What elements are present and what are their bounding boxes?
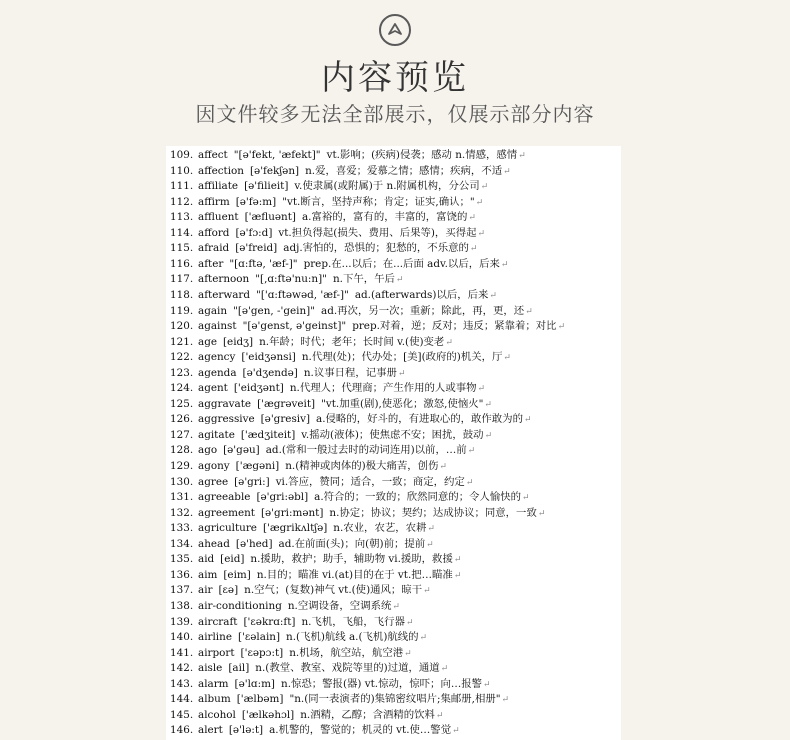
entry-number: 141. <box>170 646 194 659</box>
entry-phonetic: [ə'lə:t] <box>228 724 264 737</box>
entry-definition: "vt.加重(剧),使恶化；激怒,使恼火" <box>321 397 484 410</box>
vocab-entry <box>170 615 414 630</box>
entry-number: 126. <box>170 413 194 426</box>
entry-phonetic: [ə'fɔ:d] <box>235 226 273 239</box>
paragraph-mark-icon: ↵ <box>537 508 546 519</box>
entry-phonetic: ['ægəni] <box>235 460 280 472</box>
vocab-entry <box>170 257 508 272</box>
entry-definition: vt.担负得起(损失、费用、后果等)，买得起 <box>278 226 477 239</box>
entry-phonetic: [eidʒ] <box>223 335 254 348</box>
entry-definition: a.符合的；一致的；欣然同意的；令人愉快的 <box>314 491 522 504</box>
entry-number: 112. <box>170 195 194 208</box>
entry-definition: n.飞机，飞船，飞行器 <box>301 615 405 628</box>
vocab-entry <box>170 304 533 319</box>
paragraph-mark-icon: ↵ <box>423 586 431 597</box>
vocab-entry <box>170 568 461 583</box>
entry-number: 123. <box>170 366 194 379</box>
entry-phonetic: [eid] <box>220 553 245 566</box>
paragraph-mark-icon: ↵ <box>501 695 510 706</box>
entry-definition: adj.害怕的，恐惧的；犯愁的，不乐意的 <box>283 242 469 255</box>
entry-number: 128. <box>170 444 194 457</box>
entry-word: affect <box>198 149 228 161</box>
entry-word: agent <box>198 382 228 395</box>
entry-number: 129. <box>170 460 194 472</box>
vocab-entry <box>170 490 530 505</box>
paragraph-mark-icon: ↵ <box>445 337 453 348</box>
entry-word: airport <box>198 646 235 659</box>
entry-definition: vi.答应，赞同；适合，一致；商定，约定 <box>275 475 465 488</box>
entry-phonetic: [ə'lɑ:m] <box>234 677 275 690</box>
entry-number: 139. <box>170 615 194 628</box>
entry-phonetic: [ə'hed] <box>235 537 273 550</box>
entry-number: 125. <box>170 397 194 410</box>
entry-definition: v.使隶属(或附属)于 n.附属机构，分公司 <box>294 180 480 193</box>
vocab-entry <box>170 381 485 396</box>
vocab-entry <box>170 210 476 225</box>
entry-definition: n.爱，喜爱；爱慕之情；感情；疾病，不适 <box>305 164 503 177</box>
paragraph-mark-icon: ↵ <box>480 182 489 193</box>
vocab-entry <box>170 537 434 552</box>
entry-number: 136. <box>170 568 194 581</box>
entry-definition: n.年龄；时代；老年；长时间 v.(使)变老 <box>259 335 445 348</box>
paragraph-mark-icon: ↵ <box>525 306 533 317</box>
entry-number: 113. <box>170 211 194 224</box>
vocab-entry <box>170 288 497 303</box>
paragraph-mark-icon: ↵ <box>404 648 412 659</box>
entry-word: afterward <box>198 288 251 301</box>
paragraph-mark-icon: ↵ <box>405 617 414 628</box>
entry-word: agree <box>198 475 229 488</box>
entry-phonetic: ['eidʒənsi] <box>241 351 296 364</box>
paragraph-mark-icon: ↵ <box>477 384 486 395</box>
entry-number: 145. <box>170 708 194 721</box>
entry-number: 140. <box>170 631 194 644</box>
vocab-entry <box>170 241 477 256</box>
entry-phonetic: [eim] <box>223 568 251 581</box>
paragraph-mark-icon: ↵ <box>397 368 406 379</box>
entry-definition: ad.在前面(头)；向(朝)前；提前 <box>278 537 426 550</box>
entry-number: 131. <box>170 491 194 504</box>
entry-definition: n.酒精，乙醇；含酒精的饮料 <box>300 708 435 721</box>
entry-definition: n.代理人；代理商；产生作用的人或事物 <box>289 382 477 395</box>
entry-word: aggravate <box>198 397 252 410</box>
paragraph-mark-icon: ↵ <box>475 197 484 208</box>
entry-number: 110. <box>170 164 194 177</box>
paragraph-mark-icon: ↵ <box>452 726 460 737</box>
entry-word: agency <box>198 351 236 364</box>
entry-definition: n.代理(处)；代办处；[美](政府的)机关，厅 <box>301 351 503 364</box>
entry-number: 120. <box>170 320 194 333</box>
entry-definition: n.(飞机)航线 a.(飞机)航线的 <box>286 631 419 644</box>
vocab-entry <box>170 428 492 443</box>
entry-number: 118. <box>170 288 194 301</box>
vocab-entry <box>170 661 448 676</box>
vocab-entry <box>170 459 447 474</box>
entry-phonetic: "[ə'fekt, 'æfekt]" <box>233 149 321 161</box>
entry-definition: "vt.断言，坚持声称；肯定；证实,确认；" <box>282 195 475 208</box>
vocab-entry <box>170 708 443 723</box>
entry-number: 135. <box>170 553 194 566</box>
entry-word: alarm <box>198 677 229 690</box>
entry-definition: n.目的；瞄准 vi.(at)目的在于 vt.把…瞄准 <box>256 568 453 581</box>
entry-number: 127. <box>170 428 194 441</box>
paragraph-mark-icon: ↵ <box>484 399 492 410</box>
entry-phonetic: [εə] <box>218 584 239 597</box>
entry-word: album <box>198 693 231 706</box>
entry-phonetic: ['ædʒiteit] <box>240 428 296 441</box>
paragraph-mark-icon: ↵ <box>392 601 400 612</box>
entry-phonetic: "[ɑ:ftə, 'æf-]" <box>229 257 298 270</box>
entry-definition: n.协定；协议；契约；达成协议；同意，一致 <box>329 506 537 519</box>
entry-definition: n.(精神或肉体的)极大痛苦，创伤 <box>285 460 439 472</box>
entry-word: afraid <box>198 242 230 255</box>
entry-word: afternoon <box>198 273 250 286</box>
entry-phonetic: ['æfluənt] <box>244 211 296 224</box>
entry-phonetic: ['ælbəm] <box>236 693 284 706</box>
entry-definition: vt.影响；(疾病)侵袭；感动 n.情感，感情 <box>326 149 518 161</box>
entry-number: 137. <box>170 584 194 597</box>
entry-number: 144. <box>170 693 194 706</box>
entry-word: agenda <box>198 366 237 379</box>
vocab-entry <box>170 272 403 287</box>
vocab-entry <box>170 319 565 334</box>
vocab-entry <box>170 646 412 661</box>
entry-phonetic: ['εəlain] <box>237 631 281 644</box>
entry-phonetic: [ə'gri:] <box>234 475 270 488</box>
page-title: 内容预览 <box>321 58 469 98</box>
paragraph-mark-icon: ↵ <box>439 462 447 472</box>
entry-definition: "n.(同一表演者的)集锦密纹唱片;集邮册,相册" <box>289 693 501 706</box>
entry-definition: n.议事日程，记事册 <box>303 366 397 379</box>
entry-definition: a.富裕的，富有的，丰富的，富饶的 <box>301 211 468 224</box>
paragraph-mark-icon: ↵ <box>427 524 435 535</box>
entry-number: 142. <box>170 662 194 675</box>
vocab-entry <box>170 692 509 707</box>
entry-phonetic: "[ə'gen, -'gein]" <box>233 304 316 317</box>
entry-phonetic: [ə'filieit] <box>244 180 289 193</box>
paragraph-mark-icon: ↵ <box>435 710 444 721</box>
entry-definition: prep.在...以后；在...后面 adv.以后，后来 <box>303 257 500 270</box>
entry-definition: n.(教堂、教室、戏院等里的)过道，通道 <box>255 662 440 675</box>
vocab-entry <box>170 630 427 645</box>
entry-number: 119. <box>170 304 194 317</box>
entry-number: 114. <box>170 226 194 239</box>
entry-word: aim <box>198 568 218 581</box>
entry-word: against <box>198 320 237 333</box>
vocab-entry <box>170 599 400 614</box>
entry-word: alert <box>198 724 223 737</box>
entry-definition: ad.(afterwards)以后，后来 <box>354 288 489 301</box>
entry-definition: n.下午，午后 <box>332 273 395 286</box>
entry-word: affirm <box>198 195 230 208</box>
entry-phonetic: [ə'gri:əbl] <box>256 491 309 504</box>
entry-definition: n.空调设备，空调系统 <box>287 599 392 612</box>
vocab-entry <box>170 335 453 350</box>
vocab-entry <box>170 506 545 521</box>
entry-word: again <box>198 304 228 317</box>
paragraph-mark-icon: ↵ <box>465 477 474 488</box>
entry-number: 134. <box>170 537 194 550</box>
vocab-entry <box>170 397 492 412</box>
entry-number: 115. <box>170 242 194 255</box>
entry-phonetic: [ə'fekʃən] <box>250 164 300 177</box>
entry-number: 111. <box>170 180 194 193</box>
paragraph-mark-icon: ↵ <box>489 290 497 301</box>
paragraph-mark-icon: ↵ <box>522 493 530 504</box>
entry-number: 132. <box>170 506 194 519</box>
entry-definition: n.援助，救护；助手，辅助物 vi.援助，救援 <box>250 553 453 566</box>
vocab-entry <box>170 412 532 427</box>
entry-phonetic: ['εəkrɑ:ft] <box>243 615 296 628</box>
paragraph-mark-icon: ↵ <box>523 415 532 426</box>
entry-number: 117. <box>170 273 194 286</box>
vocab-entry <box>170 226 485 241</box>
vocab-entry <box>170 148 526 163</box>
vocab-entry <box>170 350 511 365</box>
entry-word: agriculture <box>198 522 257 535</box>
entry-phonetic: [ə'gəu] <box>223 444 260 457</box>
entry-definition: n.机场，航空站，航空港 <box>289 646 404 659</box>
entry-word: ago <box>198 444 218 457</box>
entry-word: airline <box>198 631 232 644</box>
entry-number: 109. <box>170 149 194 161</box>
vocab-entry <box>170 521 435 536</box>
entry-number: 121. <box>170 335 194 348</box>
paragraph-mark-icon: ↵ <box>557 322 566 333</box>
entry-phonetic: ['εəpɔ:t] <box>240 646 284 659</box>
entry-word: aggressive <box>198 413 255 426</box>
paragraph-mark-icon: ↵ <box>500 259 509 270</box>
entry-word: affiliate <box>198 180 239 193</box>
entry-definition: a.机警的，警觉的；机灵的 vt.使…警觉 <box>269 724 452 737</box>
vocab-entry <box>170 179 488 194</box>
entry-word: affection <box>198 164 244 177</box>
entry-definition: n.空气；(复数)神气 vt.(使)通风；晾干 <box>244 584 423 597</box>
vocab-entry <box>170 677 491 692</box>
entry-word: affluent <box>198 211 239 224</box>
document-preview <box>166 146 621 740</box>
entry-word: after <box>198 257 224 270</box>
entry-definition: n.惊恐；警报(器) vt.惊动，惊吓；向…报警 <box>281 677 483 690</box>
vocab-entry <box>170 443 475 458</box>
vocab-entry <box>170 195 483 210</box>
entry-word: afford <box>198 226 230 239</box>
paragraph-mark-icon: ↵ <box>503 166 511 177</box>
paragraph-mark-icon: ↵ <box>395 275 404 286</box>
entry-number: 133. <box>170 522 194 535</box>
entry-definition: n.农业，农艺，农耕 <box>333 522 427 535</box>
vocab-entry <box>170 164 511 179</box>
page-subtitle: 因文件较多无法全部展示，仅展示部分内容 <box>195 102 595 126</box>
vocab-entry <box>170 475 473 490</box>
entry-phonetic: "[,ɑ:ftə'nu:n]" <box>255 273 327 286</box>
entry-phonetic: ['eidʒənt] <box>233 382 284 395</box>
entry-phonetic: [ə'gresiv] <box>260 413 311 426</box>
paragraph-mark-icon: ↵ <box>503 353 511 364</box>
vocab-entry <box>170 723 460 738</box>
paragraph-mark-icon: ↵ <box>426 539 434 550</box>
paragraph-mark-icon: ↵ <box>468 213 476 224</box>
entry-number: 124. <box>170 382 194 395</box>
entry-phonetic: [ail] <box>228 662 250 675</box>
vocab-entry <box>170 552 461 567</box>
entry-word: agreement <box>198 506 255 519</box>
entry-phonetic: [ə'gri:mənt] <box>260 506 324 519</box>
vocab-entry <box>170 366 406 381</box>
entry-phonetic: ['ægrikʌltʃə] <box>262 522 328 535</box>
entry-definition: ad.(常和一般过去时的动词连用)以前，…前 <box>265 444 467 457</box>
entry-phonetic: ['ægrəveit] <box>257 397 316 410</box>
entry-word: alcohol <box>198 708 236 721</box>
entry-word: aisle <box>198 662 223 675</box>
paragraph-mark-icon: ↵ <box>467 446 476 457</box>
entry-phonetic: ['ælkəhɔl] <box>241 708 295 721</box>
entry-definition: v.摇动(液体)；使焦虑不安；困扰，鼓动 <box>301 428 484 441</box>
paragraph-mark-icon: ↵ <box>453 555 462 566</box>
paragraph-mark-icon: ↵ <box>453 570 462 581</box>
entry-phonetic: [ə'dʒendə] <box>242 366 298 379</box>
entry-phonetic: "[ə'genst, ə'geinst]" <box>242 320 347 333</box>
paragraph-mark-icon: ↵ <box>419 633 428 644</box>
paragraph-mark-icon: ↵ <box>440 664 449 675</box>
entry-number: 143. <box>170 677 194 690</box>
entry-word: ahead <box>198 537 230 550</box>
entry-definition: prep.对着，逆；反对；违反；紧靠着；对比 <box>352 320 557 333</box>
entry-word: agreeable <box>198 491 251 504</box>
entry-definition: ad.再次，另一次；重新；除此，再，更，还 <box>321 304 525 317</box>
vocab-entry <box>170 583 431 598</box>
entry-phonetic: [ə'freid] <box>235 242 278 255</box>
paragraph-mark-icon: ↵ <box>469 244 478 255</box>
entry-word: agony <box>198 460 230 472</box>
entry-number: 138. <box>170 599 194 612</box>
entry-phonetic: [ə'fə:m] <box>235 195 277 208</box>
entry-definition: a.侵略的，好斗的，有进取心的，敢作敢为的 <box>316 413 523 426</box>
paragraph-mark-icon: ↵ <box>477 228 486 239</box>
entry-word: air-conditioning <box>198 599 282 612</box>
entry-phonetic: "['ɑ:ftəwəd, 'æf-]" <box>256 288 349 301</box>
entry-number: 130. <box>170 475 194 488</box>
entry-word: agitate <box>198 428 235 441</box>
entry-word: age <box>198 335 217 348</box>
entry-word: aircraft <box>198 615 238 628</box>
entry-number: 146. <box>170 724 194 737</box>
paragraph-mark-icon: ↵ <box>518 151 526 161</box>
upload-arrow-icon <box>379 14 411 46</box>
entry-number: 116. <box>170 257 194 270</box>
entry-word: air <box>198 584 213 597</box>
paragraph-mark-icon: ↵ <box>484 430 493 441</box>
entry-number: 122. <box>170 351 194 364</box>
paragraph-mark-icon: ↵ <box>483 679 491 690</box>
entry-word: aid <box>198 553 215 566</box>
